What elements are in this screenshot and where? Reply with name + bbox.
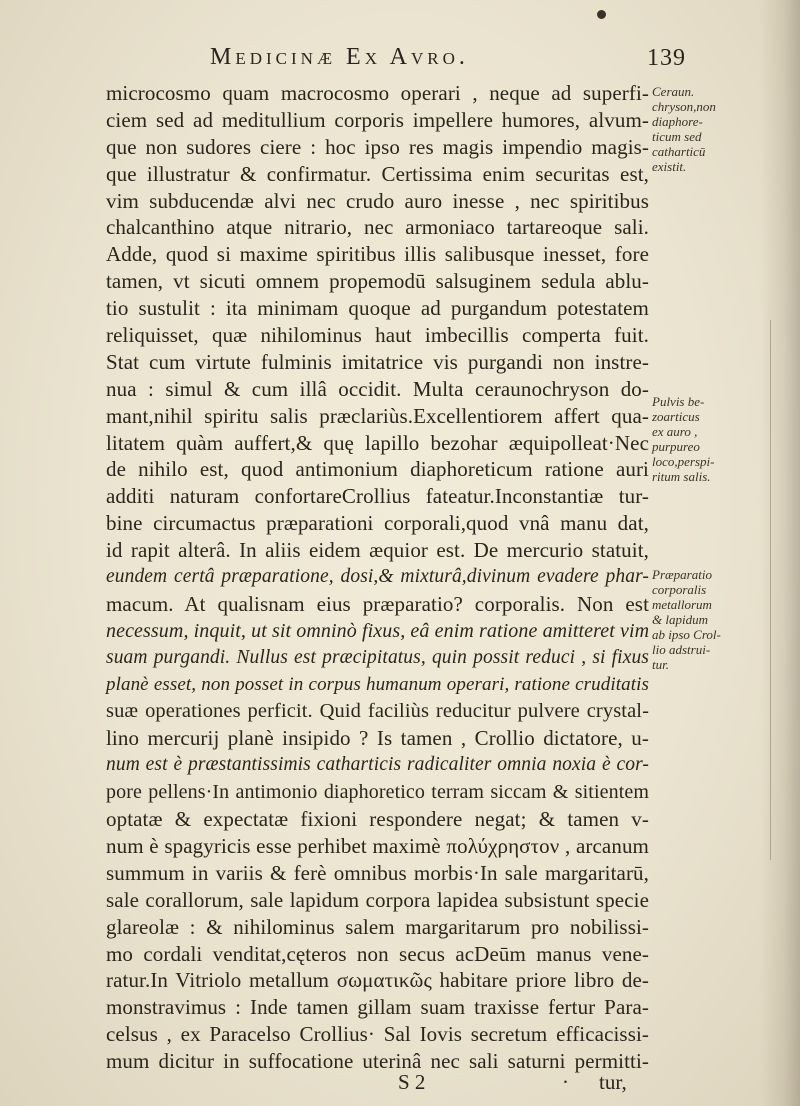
- text-line: id rapit alterâ. In aliis eidem æquior est. De mercurio statuit,: [106, 538, 649, 563]
- margin-note-line: corporalis: [652, 582, 707, 597]
- text-line: vim subducendæ alvi nec crudo auro inesse , nec spiritibus: [106, 188, 649, 213]
- margin-note-line: zoarticus: [652, 409, 700, 424]
- text-line: chalcanthino atque nitrario, nec armoniaco tartareoque sali.: [106, 215, 649, 240]
- text-line: Stat cum virtute fulminis imitatrice vis purgandi non instre-: [106, 349, 649, 374]
- margin-note-line: & lapidum: [652, 612, 708, 627]
- ink-speck: [597, 10, 606, 19]
- margin-note-line: ritum salis.: [652, 469, 711, 484]
- text-line: suæ operationes perficit. Quid faciliùs reducitur pulvere crystal-: [106, 700, 649, 723]
- text-line: glareolæ : & nihilominus salem margaritarum pro nobilissi-: [106, 914, 649, 939]
- text-line: num è spagyricis esse perhibet maximè πολύχρηστον , arcanum: [106, 833, 649, 858]
- text-line: necessum, inquit, ut sit omninò fixus, eâ enim ratione amitteret vim: [106, 619, 650, 642]
- margin-note-line: chryson,non: [652, 99, 716, 114]
- text-line: celsus , ex Paracelso Crollius· Sal Iovis secretum efficacissi-: [106, 1022, 649, 1047]
- text-line: optatæ & expectatæ fixioni respondere negat; & tamen v-: [106, 807, 649, 832]
- text-line: que non sudores ciere : hoc ipso res magis impendio magis-: [106, 134, 649, 159]
- margin-note-line: ab ipso Crol-: [652, 627, 721, 642]
- margin-note-praeparatio: [652, 567, 770, 672]
- margin-note-line: loco,perspi-: [652, 454, 715, 469]
- margin-note-line: diaphore-: [652, 114, 703, 129]
- margin-note-line: Pulvis be-: [652, 394, 705, 409]
- margin-note-line: metallorum: [652, 597, 712, 612]
- text-line: que illustratur & confirmatur. Certissima enim securitas est,: [106, 161, 649, 186]
- text-line: suam purgandi. Nullus est præcipitatus, quin possit reduci , si fixus: [106, 646, 649, 668]
- text-line: bine circumactus præparationi corporali,quod vnâ manu dat,: [106, 511, 649, 536]
- margin-rule: [770, 320, 771, 860]
- text-line: mo cordali venditat,cęteros non secus acDeūm manus vene-: [106, 941, 649, 966]
- text-line: litatem quàm auffert,& quę lapillo bezohar æquipolleat·Nec: [106, 430, 649, 455]
- text-line: Adde, quod si maxime spiritibus illis salibusque inesset, fore: [106, 242, 649, 267]
- text-line: ratur.In Vitriolo metallum σωματικῶς habitare priore libro de-: [106, 968, 649, 993]
- text-line: summum in variis & ferè omnibus morbis·In sale margaritarū,: [106, 860, 649, 885]
- text-line: de nihilo est, quod antimonium diaphoreticum ratione auri: [106, 457, 649, 482]
- main-text-block: [106, 80, 649, 1075]
- catchline: [106, 1070, 649, 1098]
- margin-note-line: Præparatio: [652, 567, 712, 582]
- margin-note-ceraunochryson: [652, 84, 770, 174]
- text-line: macum. At qualisnam eius præparatio? corporalis. Non est: [106, 591, 649, 616]
- margin-note-line: lio adstrui-: [652, 642, 711, 657]
- ink-dot: ·: [562, 1070, 569, 1094]
- running-head: Medicinæ Ex Avro.: [210, 44, 469, 70]
- margin-note-line: ex auro ,: [652, 424, 698, 439]
- text-line: monstravimus : Inde tamen gillam suam traxisse fertur Para-: [106, 995, 649, 1020]
- margin-note-line: ticum sed: [652, 129, 702, 144]
- text-line: mum dicitur in suffocatione uterinâ nec sali saturni permitti-: [106, 1049, 649, 1074]
- text-line: ciem sed ad meditullium corporis impellere humores, alvum-: [106, 107, 649, 132]
- signature-mark: S 2: [398, 1070, 426, 1094]
- text-line: planè esset, non posset in corpus humanum operari, ratione cruditatis: [106, 673, 649, 695]
- page-number: 139: [647, 45, 686, 71]
- margin-note-line: existit.: [652, 159, 687, 174]
- text-line: tamen, vt sicuti omnem propemodū salsuginem sedula ablu-: [106, 269, 649, 294]
- margin-note-pulvis: [652, 394, 770, 484]
- text-line: sale corallorum, sale lapidum corpora lapidea subsistunt specie: [106, 887, 649, 912]
- text-line: tio sustulit : ita minimam quoque ad purgandum potestatem: [106, 296, 649, 321]
- text-line: microcosmo quam macrocosmo operari , neque ad superfi-: [106, 81, 649, 105]
- margin-note-line: tur.: [652, 657, 669, 672]
- margin-note-line: purpureo: [652, 439, 700, 454]
- text-line: additi naturam confortareCrollius fateatur.Inconstantiæ tur-: [106, 484, 649, 509]
- margin-note-line: Ceraun.: [652, 84, 695, 99]
- text-line: lino mercurij planè insipido ? Is tamen , Crollio dictatore, u-: [106, 726, 649, 751]
- text-line: pore pellens·In antimonio diaphoretico terram siccam & sitientem: [106, 781, 649, 804]
- text-line: mant,nihil spiritu salis præclariùs.Excellentiorem affert qua-: [106, 403, 649, 428]
- text-line: eundem certâ præparatione, dosi,& mixturâ,divinum evadere phar-: [106, 566, 649, 588]
- margin-note-line: catharticū: [652, 144, 706, 159]
- catchword: tur,: [599, 1070, 627, 1094]
- text-line: nua : simul & cum illâ occidit. Multa ceraunochryson do-: [106, 376, 649, 401]
- text-line: reliquisset, quæ nihilominus haut imbecillis comperta fuit.: [106, 323, 649, 348]
- text-line: num est è præstantissimis catharticis radicaliter omnia noxia è cor-: [106, 754, 649, 776]
- page-header: [0, 44, 800, 80]
